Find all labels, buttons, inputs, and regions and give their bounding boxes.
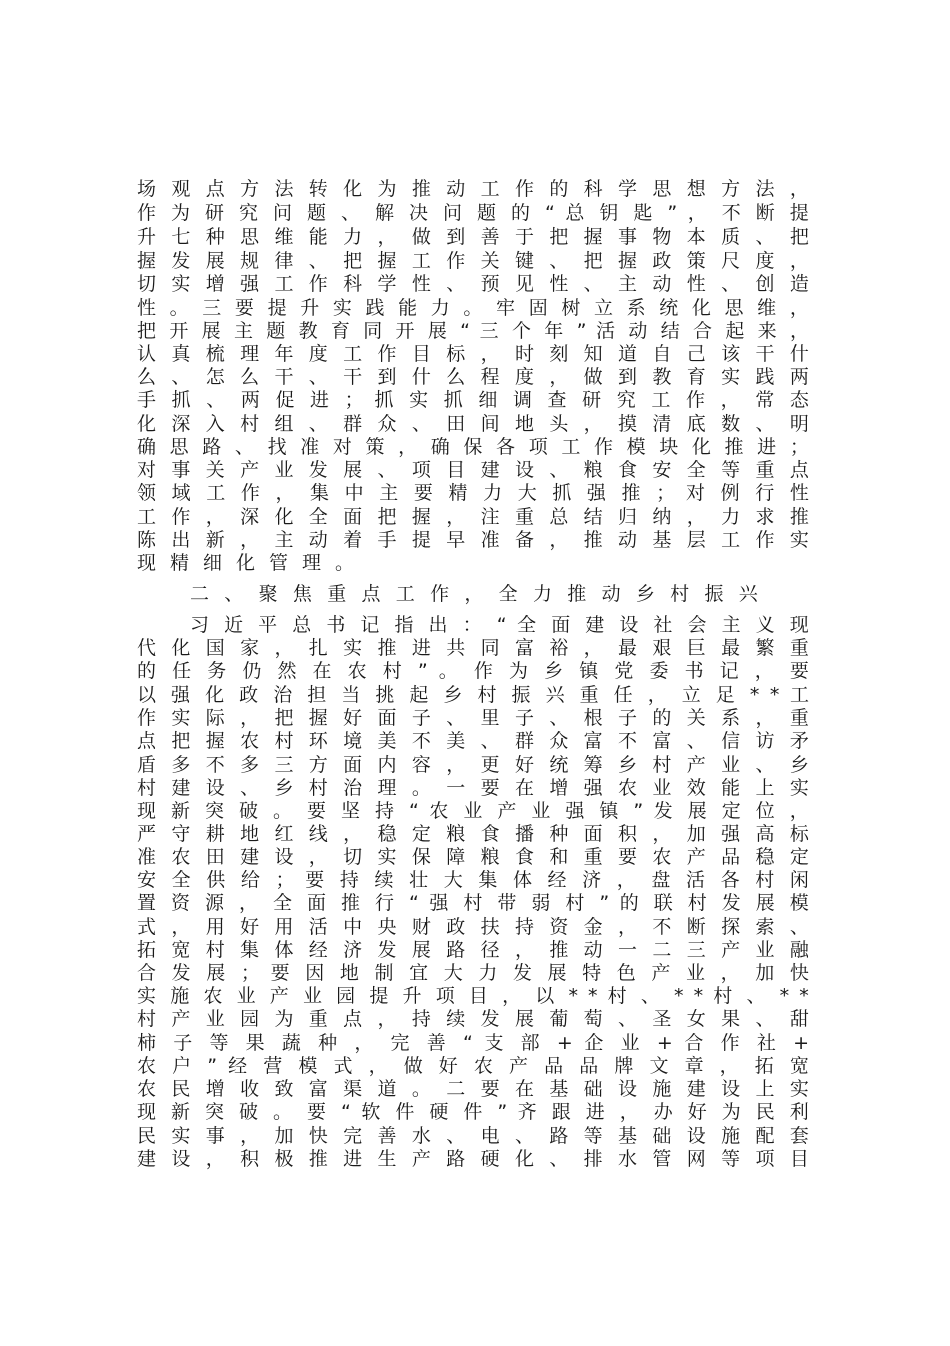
text-line: 现 新 突 破 。 要 坚 持 “ 农 业 产 业 强 镇 ” 发 展 定 位 ，: [137, 800, 809, 822]
text-line: 陈 出 新 ， 主 动 着 手 提 早 准 备 ， 推 动 基 层 工 作 实: [137, 529, 809, 551]
text-line: 的 任 务 仍 然 在 农 村 ” 。 作 为 乡 镇 党 委 书 记 ， 要: [137, 660, 809, 682]
text-line: 式 ， 用 好 用 活 中 央 财 政 扶 持 资 金 ， 不 断 探 索 、: [137, 916, 809, 938]
text-line: 柿 子 等 果 蔬 种 ， 完 善 “ 支 部 + 企 业 + 合 作 社 +: [137, 1032, 809, 1054]
text-line: 化 深 入 村 组 、 群 众 、 田 间 地 头 ， 摸 清 底 数 、 明: [137, 413, 809, 435]
text-line: 场 观 点 方 法 转 化 为 推 动 工 作 的 科 学 思 想 方 法 ，: [137, 178, 809, 200]
text-line: 领 域 工 作 ， 集 中 主 要 精 力 大 抓 强 推 ； 对 例 行 性: [137, 482, 809, 504]
text-line: 实 施 农 业 产 业 园 提 升 项 目 ， 以 * * 村 、 * * 村 、 * *: [137, 985, 809, 1007]
text-line: 盾 多 不 多 三 方 面 内 容 ， 更 好 统 筹 乡 村 产 业 、 乡: [137, 754, 809, 776]
text-line: 农 民 增 收 致 富 渠 道 。 二 要 在 基 础 设 施 建 设 上 实: [137, 1078, 809, 1100]
text-line: 现 新 突 破 。 要 “ 软 件 硬 件 ” 齐 跟 进 ， 办 好 为 民 利: [137, 1101, 809, 1123]
text-line: 村 建 设 、 乡 村 治 理 。 一 要 在 增 强 农 业 效 能 上 实: [137, 777, 809, 799]
text-line: 代 化 国 家 ， 扎 实 推 进 共 同 富 裕 ， 最 艰 巨 最 繁 重: [137, 637, 809, 659]
text-line: 工 作 ， 深 化 全 面 把 握 ， 注 重 总 结 归 纳 ， 力 求 推: [137, 506, 809, 528]
text-line: 置 资 源 ， 全 面 推 行 “ 强 村 带 弱 村 ” 的 联 村 发 展 模: [137, 892, 809, 914]
text-line: 安 全 供 给 ； 要 持 续 壮 大 集 体 经 济 ， 盘 活 各 村 闲: [137, 869, 809, 891]
text-line: 对 事 关 产 业 发 展 、 项 目 建 设 、 粮 食 安 全 等 重 点: [137, 459, 809, 481]
text-line: 农 户 ” 经 营 模 式 ， 做 好 农 产 品 品 牌 文 章 ， 拓 宽: [137, 1055, 809, 1077]
text-line: 确 思 路 、 找 准 对 策 ， 确 保 各 项 工 作 模 块 化 推 进 ；: [137, 436, 809, 458]
text-line: 建 设 ， 积 极 推 进 生 产 路 硬 化 、 排 水 管 网 等 项 目: [137, 1148, 809, 1170]
section-heading: 二 、 聚 焦 重 点 工 作 ， 全 力 推 动 乡 村 振 兴: [190, 583, 758, 605]
text-line: 点 把 握 农 村 环 境 美 不 美 、 群 众 富 不 富 、 信 访 矛: [137, 730, 809, 752]
text-line: 认 真 梳 理 年 度 工 作 目 标 ， 时 刻 知 道 自 己 该 干 什: [137, 343, 809, 365]
text-line: 拓 宽 村 集 体 经 济 发 展 路 径 ， 推 动 一 二 三 产 业 融: [137, 939, 809, 961]
text-line: 村 产 业 园 为 重 点 ， 持 续 发 展 葡 萄 、 圣 女 果 、 甜: [137, 1008, 809, 1030]
text-line: 手 抓 、 两 促 进 ； 抓 实 抓 细 调 查 研 究 工 作 ， 常 态: [137, 389, 809, 411]
text-line: 么 、 怎 么 干 、 干 到 什 么 程 度 ， 做 到 教 育 实 践 两: [137, 366, 809, 388]
text-line: 握 发 展 规 律 、 把 握 工 作 关 键 、 把 握 政 策 尺 度 ，: [137, 250, 809, 272]
text-line: 民 实 事 ， 加 快 完 善 水 、 电 、 路 等 基 础 设 施 配 套: [137, 1125, 809, 1147]
text-line: 合 发 展 ； 要 因 地 制 宜 大 力 发 展 特 色 产 业 ， 加 快: [137, 962, 809, 984]
text-line: 把 开 展 主 题 教 育 同 开 展 “ 三 个 年 ” 活 动 结 合 起 来 ，: [137, 320, 809, 342]
text-line: 升 七 种 思 维 能 力 ， 做 到 善 于 把 握 事 物 本 质 、 把: [137, 226, 809, 248]
text-line: 性 。 三 要 提 升 实 践 能 力 。 牢 固 树 立 系 统 化 思 维 ，: [137, 297, 809, 319]
text-line: 现精细化管理。: [137, 552, 369, 574]
text-line: 严 守 耕 地 红 线 ， 稳 定 粮 食 播 种 面 积 ， 加 强 高 标: [137, 823, 809, 845]
text-line: 准 农 田 建 设 ， 切 实 保 障 粮 食 和 重 要 农 产 品 稳 定: [137, 846, 809, 868]
text-line: 以 强 化 政 治 担 当 挑 起 乡 村 振 兴 重 任 ， 立 足 * * 工: [137, 684, 809, 706]
text-line: 作 为 研 究 问 题 、 解 决 问 题 的 “ 总 钥 匙 ” ， 不 断 提: [137, 202, 809, 224]
text-line: 习 近 平 总 书 记 指 出 ： “ 全 面 建 设 社 会 主 义 现: [190, 614, 809, 636]
text-line: 切 实 增 强 工 作 科 学 性 、 预 见 性 、 主 动 性 、 创 造: [137, 273, 809, 295]
text-line: 作 实 际 ， 把 握 好 面 子 、 里 子 、 根 子 的 关 系 ， 重: [137, 707, 809, 729]
